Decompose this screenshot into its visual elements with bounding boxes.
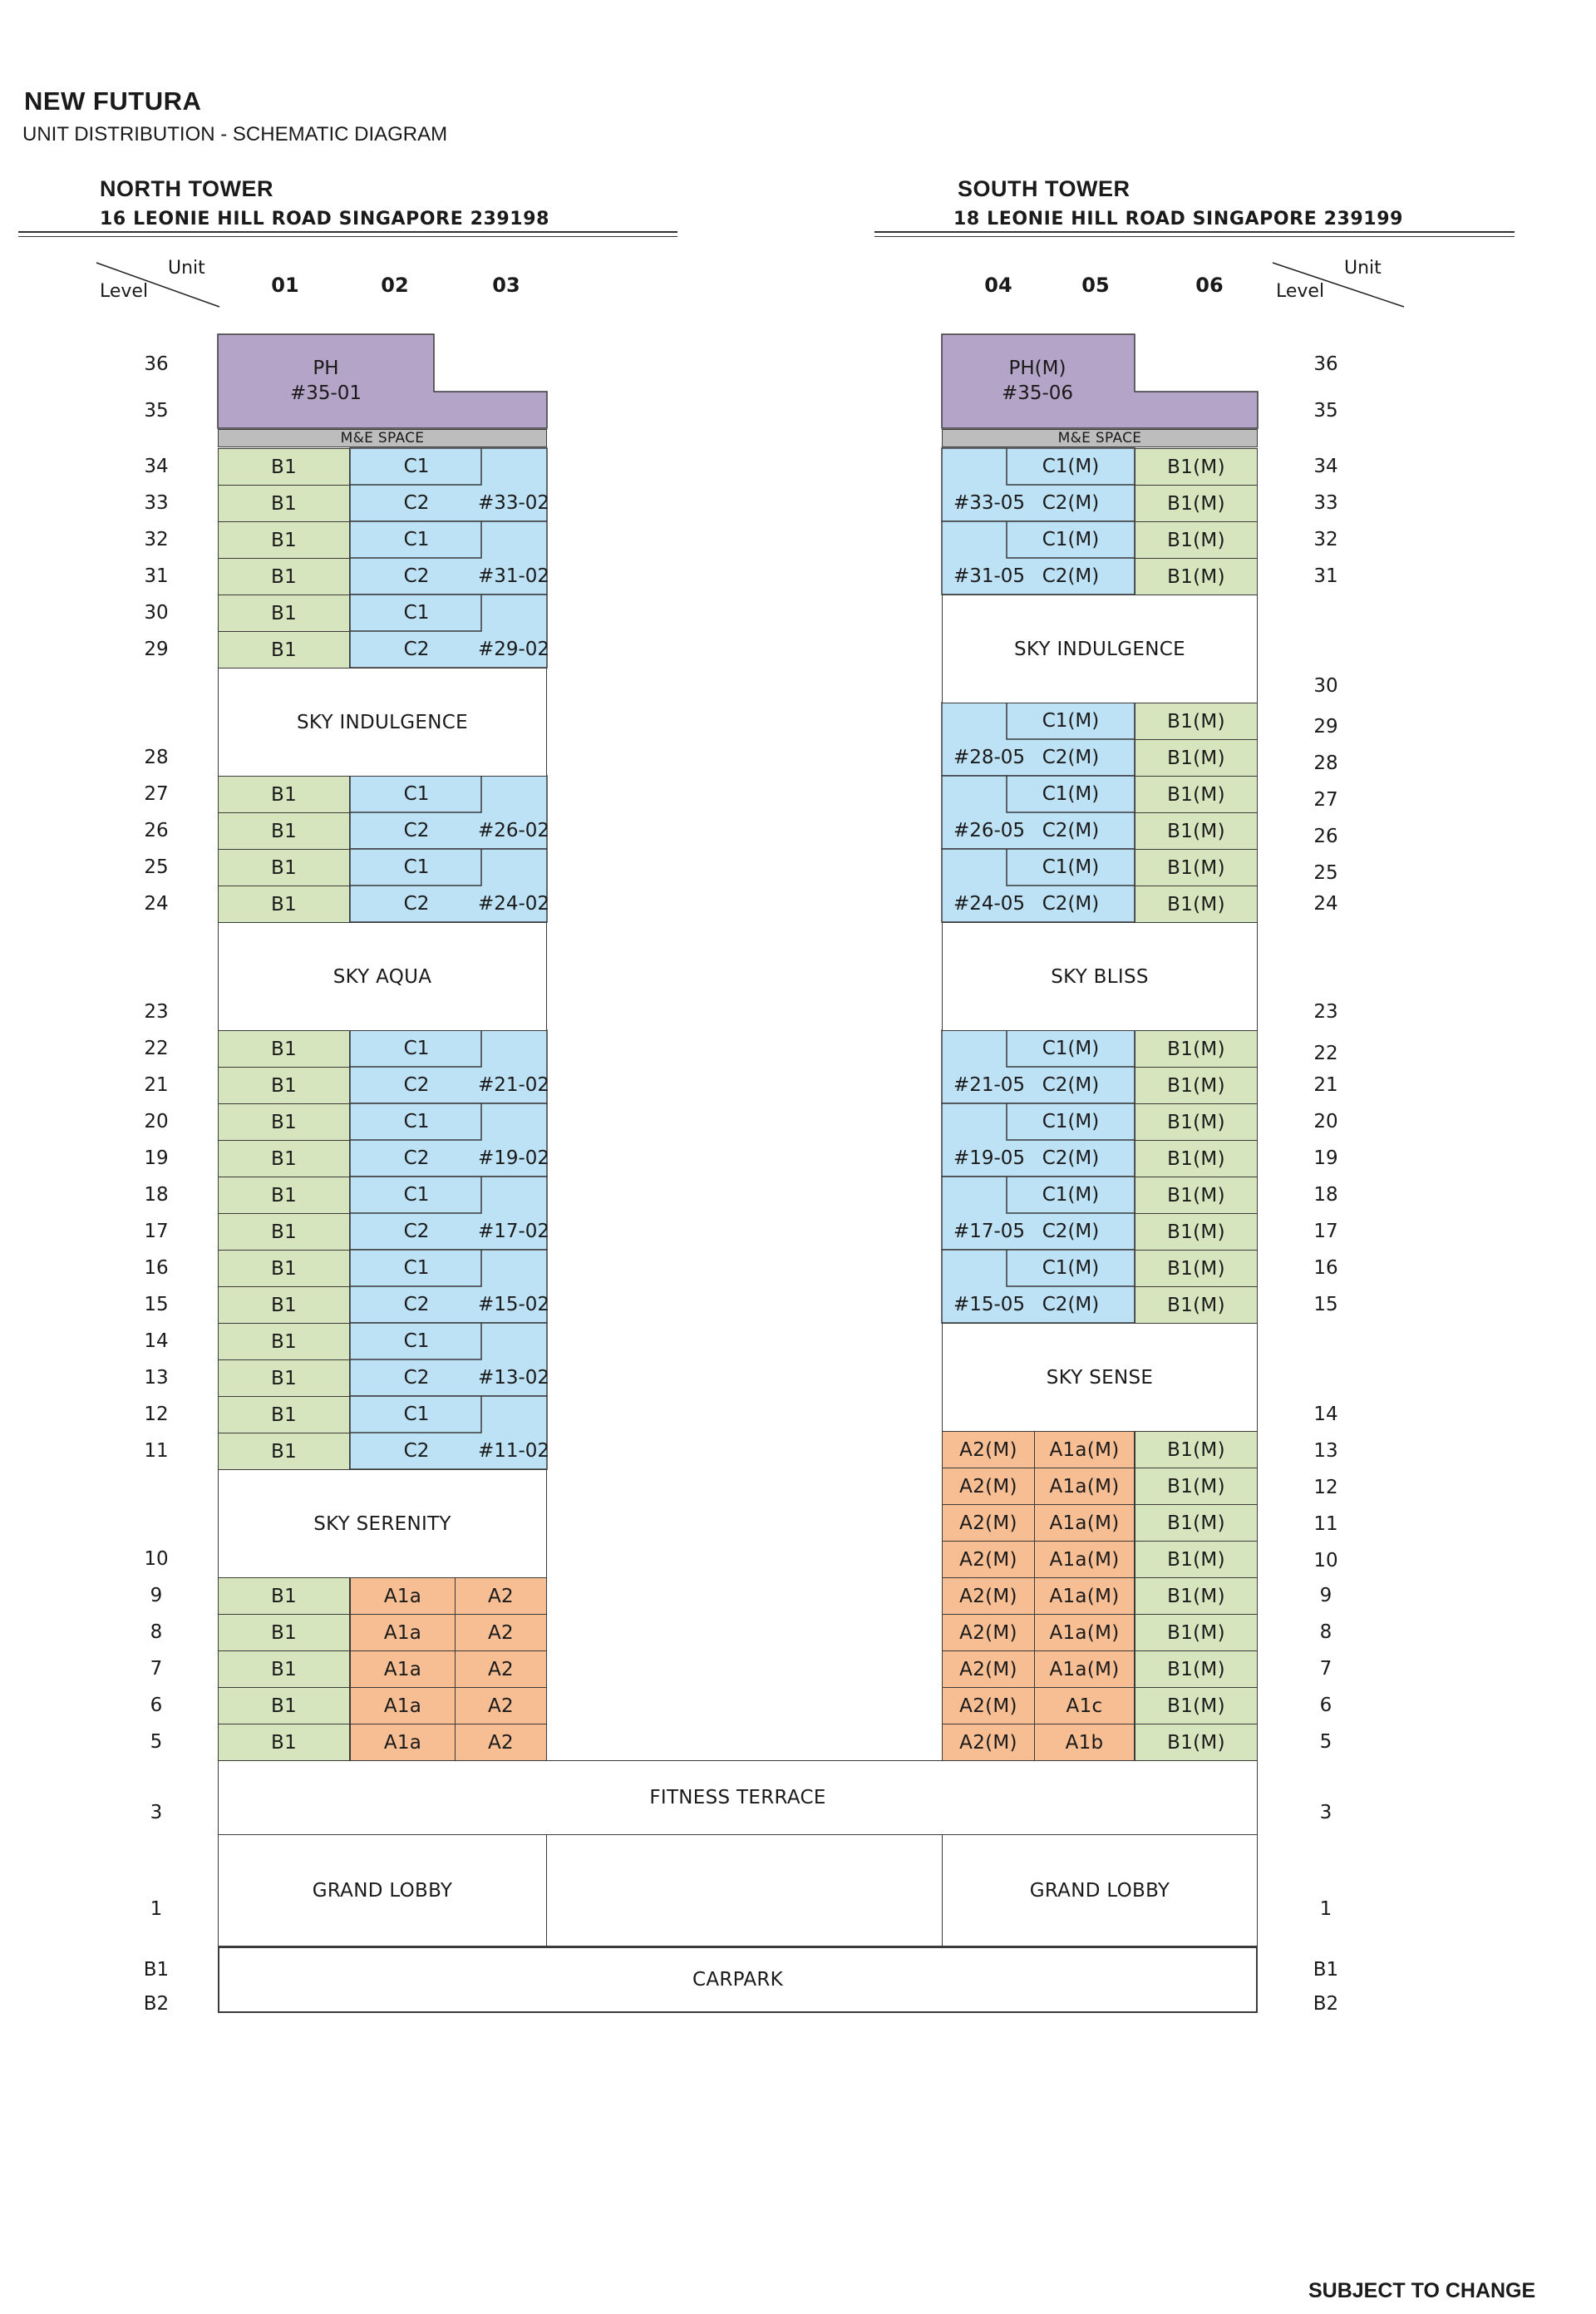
south-unit-b1m: B1(M)	[1135, 448, 1258, 486]
south-joint-label: #17-05	[953, 1221, 1026, 1242]
south-unit-c1m: C1(M)	[1042, 1038, 1100, 1059]
north-header-rule	[18, 231, 677, 233]
south-unit-c1m: C1(M)	[1042, 456, 1100, 477]
north-unit-a1a: A1a	[350, 1650, 456, 1688]
south-level-34: 34	[1313, 456, 1338, 477]
north-unit-c1: C1	[403, 456, 430, 477]
south-unit-b1m: B1(M)	[1135, 849, 1258, 886]
north-unit-c1: C1	[403, 529, 430, 550]
north-unit-b1: B1	[218, 485, 350, 522]
north-unit-b1: B1	[218, 1213, 350, 1251]
north-level-19: 19	[144, 1147, 169, 1169]
south-level-20: 20	[1313, 1111, 1338, 1132]
south-unit-b1m: B1(M)	[1135, 1577, 1258, 1615]
south-unit-c2m: C2(M)	[1042, 820, 1100, 841]
north-unit-b1: B1	[218, 1250, 350, 1287]
south-level-16: 16	[1313, 1257, 1338, 1279]
north-unit-header-02: 02	[381, 274, 409, 297]
north-joint-label: #26-02	[477, 820, 550, 841]
north-joint-label: #19-02	[477, 1147, 550, 1169]
south-level-3: 3	[1319, 1802, 1332, 1823]
north-level-18: 18	[144, 1184, 169, 1206]
north-level-6: 6	[150, 1695, 163, 1716]
south-unit-b1m: B1(M)	[1135, 1103, 1258, 1141]
south-unit-b1m: B1(M)	[1135, 1431, 1258, 1468]
south-unit-b1m: B1(M)	[1135, 1140, 1258, 1177]
south-level-8: 8	[1319, 1621, 1332, 1643]
south-level-27: 27	[1313, 789, 1338, 811]
north-unit-c2: C2	[403, 1440, 430, 1462]
north-unit-c1: C1	[403, 783, 430, 805]
north-level-23: 23	[144, 1001, 169, 1023]
north-unit-a1a: A1a	[350, 1577, 456, 1615]
north-level-26: 26	[144, 820, 169, 841]
north-unit-a1a: A1a	[350, 1614, 456, 1651]
south-unit-a2m: A2(M)	[942, 1504, 1035, 1542]
north-unit-b1: B1	[218, 1396, 350, 1433]
north-unit-b1: B1	[218, 776, 350, 813]
south-level-b1: B1	[1313, 1959, 1339, 1981]
north-corner-level: Level	[100, 281, 149, 302]
page-title: NEW FUTURA	[24, 86, 202, 116]
south-unit-a1am: A1a(M)	[1034, 1577, 1135, 1615]
south-level-b2: B2	[1313, 1993, 1339, 2015]
north-level-11: 11	[144, 1440, 169, 1462]
north-level-3: 3	[150, 1802, 163, 1823]
north-level-13: 13	[144, 1367, 169, 1389]
south-unit-b1m: B1(M)	[1135, 485, 1258, 522]
south-level-11: 11	[1313, 1513, 1338, 1535]
north-unit-b1: B1	[218, 886, 350, 923]
north-level-12: 12	[144, 1404, 169, 1425]
south-me-space: M&E SPACE	[942, 429, 1258, 447]
south-unit-c1m: C1(M)	[1042, 529, 1100, 550]
north-unit-c2: C2	[403, 639, 430, 660]
south-level-19: 19	[1313, 1147, 1338, 1169]
north-unit-b1: B1	[218, 1433, 350, 1470]
north-unit-a1a: A1a	[350, 1724, 456, 1761]
south-unit-c2m: C2(M)	[1042, 492, 1100, 514]
south-tower-address: 18 LEONIE HILL ROAD SINGAPORE 239199	[953, 209, 1404, 229]
north-unit-c1: C1	[403, 1257, 430, 1279]
north-level-34: 34	[144, 456, 169, 477]
north-level-21: 21	[144, 1074, 169, 1096]
south-level-14: 14	[1313, 1404, 1338, 1425]
south-level-12: 12	[1313, 1477, 1338, 1498]
south-level-23: 23	[1313, 1001, 1338, 1023]
south-level-5: 5	[1319, 1731, 1332, 1753]
north-unit-c2: C2	[403, 565, 430, 587]
south-level-17: 17	[1313, 1221, 1338, 1242]
north-unit-c1: C1	[403, 1111, 430, 1132]
north-level-15: 15	[144, 1294, 169, 1315]
south-unit-a1am: A1a(M)	[1034, 1614, 1135, 1651]
north-unit-c2: C2	[403, 893, 430, 915]
page-subtitle: UNIT DISTRIBUTION - SCHEMATIC DIAGRAM	[22, 123, 448, 146]
podium-void	[546, 1834, 943, 1946]
north-unit-b1: B1	[218, 1724, 350, 1761]
south-unit-b1m: B1(M)	[1135, 812, 1258, 850]
south-unit-a2m: A2(M)	[942, 1614, 1035, 1651]
subject-to-change-note: SUBJECT TO CHANGE	[1308, 2279, 1536, 2302]
south-level-32: 32	[1313, 529, 1338, 550]
south-joint-label: #24-05	[953, 893, 1026, 915]
south-unit-b1m: B1(M)	[1135, 1468, 1258, 1505]
south-level-10: 10	[1313, 1550, 1338, 1571]
south-unit-a2m: A2(M)	[942, 1724, 1035, 1761]
north-unit-c2: C2	[403, 1367, 430, 1389]
north-unit-b1: B1	[218, 1614, 350, 1651]
north-unit-c1: C1	[403, 1038, 430, 1059]
north-header-rule-thin	[18, 236, 677, 237]
south-unit-a2m: A2(M)	[942, 1687, 1035, 1724]
south-unit-b1m: B1(M)	[1135, 1067, 1258, 1104]
north-level-5: 5	[150, 1731, 163, 1753]
south-unit-c1m: C1(M)	[1042, 1257, 1100, 1279]
south-penthouse-block	[941, 333, 1260, 430]
north-corner-unit: Unit	[168, 258, 205, 279]
south-unit-a1am: A1a(M)	[1034, 1504, 1135, 1542]
north-level-17: 17	[144, 1221, 169, 1242]
south-unit-b1m: B1(M)	[1135, 521, 1258, 559]
north-level-25: 25	[144, 856, 169, 878]
south-unit-b1m: B1(M)	[1135, 558, 1258, 595]
north-level-28: 28	[144, 747, 169, 768]
south-joint-label: #26-05	[953, 820, 1026, 841]
north-unit-c2: C2	[403, 492, 430, 514]
south-unit-a1am: A1a(M)	[1034, 1431, 1135, 1468]
south-level-33: 33	[1313, 492, 1338, 514]
south-level-6: 6	[1319, 1695, 1332, 1716]
south-sky-indulgence: SKY INDULGENCE	[942, 595, 1258, 703]
north-unit-b1: B1	[218, 1650, 350, 1688]
south-unit-b1m: B1(M)	[1135, 1724, 1258, 1761]
south-level-30: 30	[1313, 675, 1338, 697]
south-level-21: 21	[1313, 1074, 1338, 1096]
north-unit-b1: B1	[218, 849, 350, 886]
north-unit-c2: C2	[403, 1294, 430, 1315]
fitness-terrace: FITNESS TERRACE	[218, 1760, 1258, 1835]
south-unit-c2m: C2(M)	[1042, 1221, 1100, 1242]
south-joint-label: #21-05	[953, 1074, 1026, 1096]
north-penthouse-label: PH	[313, 358, 339, 379]
south-unit-c2m: C2(M)	[1042, 565, 1100, 587]
north-unit-header-01: 01	[271, 274, 299, 297]
north-unit-a1a: A1a	[350, 1687, 456, 1724]
south-unit-c2m: C2(M)	[1042, 747, 1100, 768]
north-sky-indulgence: SKY INDULGENCE	[218, 668, 547, 777]
south-unit-a1c: A1c	[1034, 1687, 1135, 1724]
south-level-22: 22	[1313, 1043, 1338, 1064]
south-joint-label: #33-05	[953, 492, 1026, 514]
north-level-32: 32	[144, 529, 169, 550]
south-unit-b1m: B1(M)	[1135, 1504, 1258, 1542]
south-level-7: 7	[1319, 1658, 1332, 1680]
south-unit-c2m: C2(M)	[1042, 1294, 1100, 1315]
south-unit-b1m: B1(M)	[1135, 703, 1258, 740]
south-unit-header-06: 06	[1195, 274, 1224, 297]
south-unit-a2m: A2(M)	[942, 1541, 1035, 1578]
north-unit-b1: B1	[218, 595, 350, 632]
north-level-33: 33	[144, 492, 169, 514]
south-level-9: 9	[1319, 1585, 1332, 1606]
north-joint-label: #17-02	[477, 1221, 550, 1242]
north-unit-a2: A2	[455, 1650, 547, 1688]
north-unit-c1: C1	[403, 1184, 430, 1206]
north-level-7: 7	[150, 1658, 163, 1680]
north-joint-label: #24-02	[477, 893, 550, 915]
south-unit-b1m: B1(M)	[1135, 1030, 1258, 1068]
north-unit-b1: B1	[218, 521, 350, 559]
south-unit-b1m: B1(M)	[1135, 776, 1258, 813]
north-penthouse-unit: #35-01	[289, 382, 362, 404]
north-joint-label: #29-02	[477, 639, 550, 660]
south-penthouse-unit: #35-06	[1001, 382, 1074, 404]
south-level-13: 13	[1313, 1440, 1338, 1462]
north-unit-a2: A2	[455, 1687, 547, 1724]
north-tower-title: NORTH TOWER	[100, 176, 273, 201]
south-unit-b1m: B1(M)	[1135, 1650, 1258, 1688]
south-unit-c1m: C1(M)	[1042, 710, 1100, 732]
north-level-14: 14	[144, 1330, 169, 1352]
north-unit-header-03: 03	[492, 274, 520, 297]
north-level-10: 10	[144, 1548, 169, 1570]
north-me-space: M&E SPACE	[218, 429, 547, 447]
south-level-18: 18	[1313, 1184, 1338, 1206]
north-level-b2: B2	[143, 1993, 170, 2015]
north-level-16: 16	[144, 1257, 169, 1279]
south-level-31: 31	[1313, 565, 1338, 587]
south-level-1: 1	[1319, 1898, 1332, 1920]
north-level-9: 9	[150, 1585, 163, 1606]
north-unit-b1: B1	[218, 448, 350, 486]
north-unit-b1: B1	[218, 1140, 350, 1177]
north-tower-address: 16 LEONIE HILL ROAD SINGAPORE 239198	[100, 209, 550, 229]
south-unit-c2m: C2(M)	[1042, 893, 1100, 915]
north-level-1: 1	[150, 1898, 163, 1920]
north-unit-c1: C1	[403, 602, 430, 624]
north-joint-label: #31-02	[477, 565, 550, 587]
north-level-30: 30	[144, 602, 169, 624]
north-unit-c2: C2	[403, 1074, 430, 1096]
north-level-8: 8	[150, 1621, 163, 1643]
north-unit-c2: C2	[403, 1147, 430, 1169]
north-sky-serenity: SKY SERENITY	[218, 1469, 547, 1578]
north-unit-b1: B1	[218, 812, 350, 850]
north-unit-b1: B1	[218, 558, 350, 595]
south-joint-label: #15-05	[953, 1294, 1026, 1315]
south-unit-c2m: C2(M)	[1042, 1074, 1100, 1096]
south-unit-c1m: C1(M)	[1042, 783, 1100, 805]
north-joint-label: #21-02	[477, 1074, 550, 1096]
south-unit-b1m: B1(M)	[1135, 1614, 1258, 1651]
north-grand-lobby: GRAND LOBBY	[218, 1834, 547, 1946]
north-level-20: 20	[144, 1111, 169, 1132]
south-unit-c2m: C2(M)	[1042, 1147, 1100, 1169]
south-unit-header-05: 05	[1081, 274, 1110, 297]
south-unit-b1m: B1(M)	[1135, 1177, 1258, 1214]
north-unit-c1: C1	[403, 856, 430, 878]
south-unit-c1m: C1(M)	[1042, 856, 1100, 878]
south-sky-sense: SKY SENSE	[942, 1323, 1258, 1432]
south-unit-a1am: A1a(M)	[1034, 1541, 1135, 1578]
south-unit-a2m: A2(M)	[942, 1431, 1035, 1468]
north-unit-a2: A2	[455, 1577, 547, 1615]
north-level-b1: B1	[143, 1959, 170, 1981]
south-grand-lobby: GRAND LOBBY	[942, 1834, 1258, 1946]
north-unit-c2: C2	[403, 1221, 430, 1242]
south-unit-c1m: C1(M)	[1042, 1184, 1100, 1206]
south-header-rule-thin	[874, 236, 1515, 237]
south-unit-a1am: A1a(M)	[1034, 1650, 1135, 1688]
north-level-22: 22	[144, 1038, 169, 1059]
south-level-36: 36	[1313, 353, 1338, 375]
north-unit-c1: C1	[403, 1404, 430, 1425]
north-unit-a2: A2	[455, 1724, 547, 1761]
south-level-25: 25	[1313, 862, 1338, 884]
north-unit-b1: B1	[218, 1359, 350, 1397]
south-unit-b1m: B1(M)	[1135, 1286, 1258, 1324]
north-sky-aqua: SKY AQUA	[218, 922, 547, 1031]
south-unit-b1m: B1(M)	[1135, 1250, 1258, 1287]
south-unit-b1m: B1(M)	[1135, 1541, 1258, 1578]
north-level-24: 24	[144, 893, 169, 915]
north-joint-label: #33-02	[477, 492, 550, 514]
north-joint-label: #15-02	[477, 1294, 550, 1315]
north-level-27: 27	[144, 783, 169, 805]
south-level-24: 24	[1313, 893, 1338, 915]
north-unit-c2: C2	[403, 820, 430, 841]
south-level-28: 28	[1313, 752, 1338, 774]
south-unit-header-04: 04	[984, 274, 1012, 297]
south-corner-level: Level	[1276, 281, 1325, 302]
south-sky-bliss: SKY BLISS	[942, 922, 1258, 1031]
south-unit-c1m: C1(M)	[1042, 1111, 1100, 1132]
north-unit-b1: B1	[218, 1323, 350, 1360]
south-joint-label: #31-05	[953, 565, 1026, 587]
south-unit-b1m: B1(M)	[1135, 1213, 1258, 1251]
north-level-35: 35	[144, 400, 169, 422]
north-penthouse-block	[217, 333, 549, 430]
south-unit-b1m: B1(M)	[1135, 1687, 1258, 1724]
north-unit-b1: B1	[218, 1177, 350, 1214]
south-tower-title: SOUTH TOWER	[958, 176, 1130, 201]
south-level-15: 15	[1313, 1294, 1338, 1315]
north-unit-a2: A2	[455, 1614, 547, 1651]
south-level-35: 35	[1313, 400, 1338, 422]
south-unit-b1m: B1(M)	[1135, 886, 1258, 923]
north-joint-label: #13-02	[477, 1367, 550, 1389]
south-unit-a1am: A1a(M)	[1034, 1468, 1135, 1505]
north-level-29: 29	[144, 639, 169, 660]
north-unit-b1: B1	[218, 1286, 350, 1324]
carpark: CARPARK	[218, 1946, 1258, 2013]
south-unit-a1b: A1b	[1034, 1724, 1135, 1761]
north-unit-b1: B1	[218, 1687, 350, 1724]
north-level-31: 31	[144, 565, 169, 587]
north-unit-b1: B1	[218, 1577, 350, 1615]
north-unit-b1: B1	[218, 1067, 350, 1104]
south-unit-b1m: B1(M)	[1135, 739, 1258, 777]
north-unit-b1: B1	[218, 631, 350, 669]
north-joint-label: #11-02	[477, 1440, 550, 1462]
north-level-36: 36	[144, 353, 169, 375]
south-level-26: 26	[1313, 826, 1338, 847]
north-unit-c1: C1	[403, 1330, 430, 1352]
south-header-rule	[874, 231, 1515, 233]
north-unit-b1: B1	[218, 1030, 350, 1068]
south-unit-a2m: A2(M)	[942, 1577, 1035, 1615]
south-penthouse-label: PH(M)	[1008, 358, 1066, 379]
south-unit-a2m: A2(M)	[942, 1468, 1035, 1505]
south-joint-label: #28-05	[953, 747, 1026, 768]
south-level-29: 29	[1313, 716, 1338, 738]
north-unit-b1: B1	[218, 1103, 350, 1141]
south-unit-a2m: A2(M)	[942, 1650, 1035, 1688]
south-corner-unit: Unit	[1344, 258, 1382, 279]
south-joint-label: #19-05	[953, 1147, 1026, 1169]
